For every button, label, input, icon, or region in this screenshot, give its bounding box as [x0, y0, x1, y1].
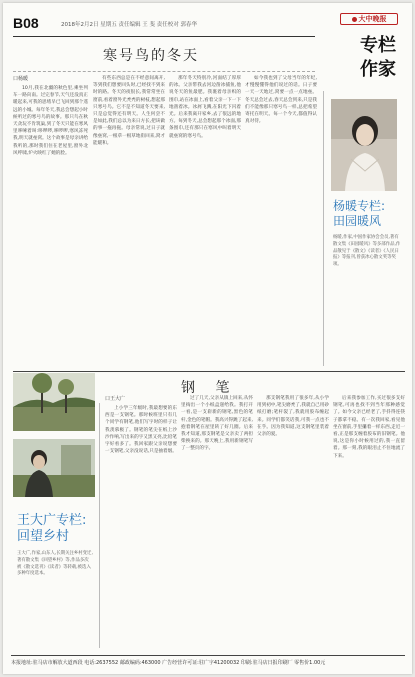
- article1-column-3: 那年冬天特别冷,河面结了厚厚的冰。父亲带我去河边凿冰捕鱼,他说冬天的鱼最肥。我裹着母亲织的围巾,站在冰面上,看着父亲一下一下地凿着冰。冰屑飞溅,在阳光下闪着光。后来我离开家乡,去了很远的地方。每到冬天,总会想起那个冰面,那条围巾,还有那只在寒风中叫着明天就垒窝的寒号鸟。: [169, 76, 241, 139]
- title-divider: [13, 71, 315, 72]
- article2-column-3: 那支钢笔我用了很多年,从小学用到初中,笔尖磨秃了,我就自己用砂纸打磨;笔杆裂了,我就用胶布缠起来。同学们都笑话我,可我一点也不在乎。因为我知道,这支钢笔里装着父亲的爱。: [257, 396, 329, 438]
- newspaper-logo: 大中晚报: [340, 13, 398, 25]
- article2-left-divider: [99, 403, 100, 648]
- article2-title: 钢 笔: [181, 380, 238, 396]
- article2-column-1: 上小学三年级时,我最想要的东西是一支钢笔。那时候班里只有几个同学有钢笔,他们写字时的样子让我羡慕极了。钢笔的笔尖在纸上沙沙作响,写出来的字又黑又亮,比铅笔字好看多了。我回家跟父亲说想要一支钢笔,父亲没说话,只是抽着烟。: [105, 406, 177, 455]
- article1-photo: [13, 373, 95, 431]
- section-title-line2: 作家: [360, 59, 396, 80]
- article2-column-2: 过了几天,父亲从镇上回来,从怀里掏出一个小纸盒递给我。我打开一看,是一支崭新的钢笔,黑色的笔杆,金色的笔帽。我高兴得跳了起来,抱着钢笔在屋里转了好几圈。后来我才知道,那支钢笔是父亲卖了两担柴换来的。那天晚上,我用新钢笔写了一整页的字。: [181, 396, 253, 452]
- section-brand: [322, 11, 402, 83]
- columnist2-portrait: [13, 439, 95, 497]
- article1-column-2: 有些东西总是在不经意间离开,等到我们想要回头时,已经找不到来时的路。冬天的夜很长,我常常坐在窗前,看着窗外光秃秃的树枝,想起那只寒号鸟。它不是不知道冬天要来,只是总觉得还有明天。人生何尝不是如此,我们总以为来日方长,把该做的事一拖再拖。母亲常说,过日子就像垒窝,一根草一根草地衔回来,窝才能暖和。: [93, 76, 165, 146]
- columnist2-bio: 王大广,作家,山东人,长期关注乡村变迁,著有散文集《回望乡村》等,作品多次被《散文选刊》《读者》等转载,被选入多种年度选本。: [17, 551, 93, 577]
- article1-column-4: 如今我也到了父母当年的年纪,才慢慢懂得他们说过的话。日子要一天一天地过,窝要一点一点地垒。冬天总会过去,春天总会到来,只是我们不能像那只寒号鸟一样,总把希望寄托在明天。每一个今天,都值得认真对待。: [245, 76, 317, 125]
- columnist2-name: 王大广专栏: 回望乡村: [17, 513, 87, 544]
- section-title-line1: 专栏: [360, 35, 396, 56]
- article1-title: 寒号鸟的冬天: [103, 48, 199, 64]
- logo-dot-icon: [352, 17, 357, 22]
- header-meta: 2018年2月2日 星期五 责任编辑 王 斐 责任校对 郭春华: [61, 22, 197, 28]
- page-footer: 本报地址:驻马店市解放大道西段 电话:2637552 邮政编码:463000 广告经营许可证:驻广字41200032 印刷:驻马店日报印刷厂 零售价1.00元: [11, 655, 405, 666]
- article2-byline: 口王大广: [105, 396, 126, 402]
- section-divider: [13, 371, 405, 372]
- article2-column-4: 后来我参加工作,买过很多支好钢笔,可再也找不到当年那种感觉了。如今父亲已经老了,手抖得连筷子都拿不稳。有一次我回家,看见他坐在窗前,手里攥着一样东西,走近一看,正是那支缠着胶布的旧钢笔。他说,这是你小时候用过的,我一直留着。那一刻,我的眼泪止不住地流了下来。: [333, 396, 405, 459]
- page-number: B08: [13, 15, 39, 31]
- article1-column-1: 10月,我在北疆的秋色里,乘坐列车一路向南。过完春节,天气还没真正暖起来,可我的思绪早已飞回到那个遥远的小城。每年冬天,我总会想起小时候听过的寒号鸟的故事。那只鸟在秋天贪玩不肯筑巢,到了冬天只能在寒风里哆嗦着叫:哆啰啰,哆啰啰,寒风冻死我,明天就垒窝。这个故事是母亲讲给我听的,那时我们住在老屋里,窗外北风呼啸,炉火映红了她的脸。: [13, 86, 88, 156]
- columnist1-portrait: [331, 99, 397, 191]
- columnist1-name: 杨暖专栏: 田园暖风: [333, 199, 386, 228]
- page-header: [13, 15, 313, 33]
- header-rule: [13, 36, 315, 37]
- article1-byline: 口杨暖: [13, 76, 29, 82]
- columnist-divider: [323, 91, 324, 366]
- newspaper-page: [3, 3, 412, 674]
- columnist1-bio: 杨暖,作家,中国作家协会会员,著有散文集《田园暖风》等多部作品,作品散见于《散文》《读者》《人民日报》等报刊,曾获冰心散文奖等奖项。: [333, 235, 401, 268]
